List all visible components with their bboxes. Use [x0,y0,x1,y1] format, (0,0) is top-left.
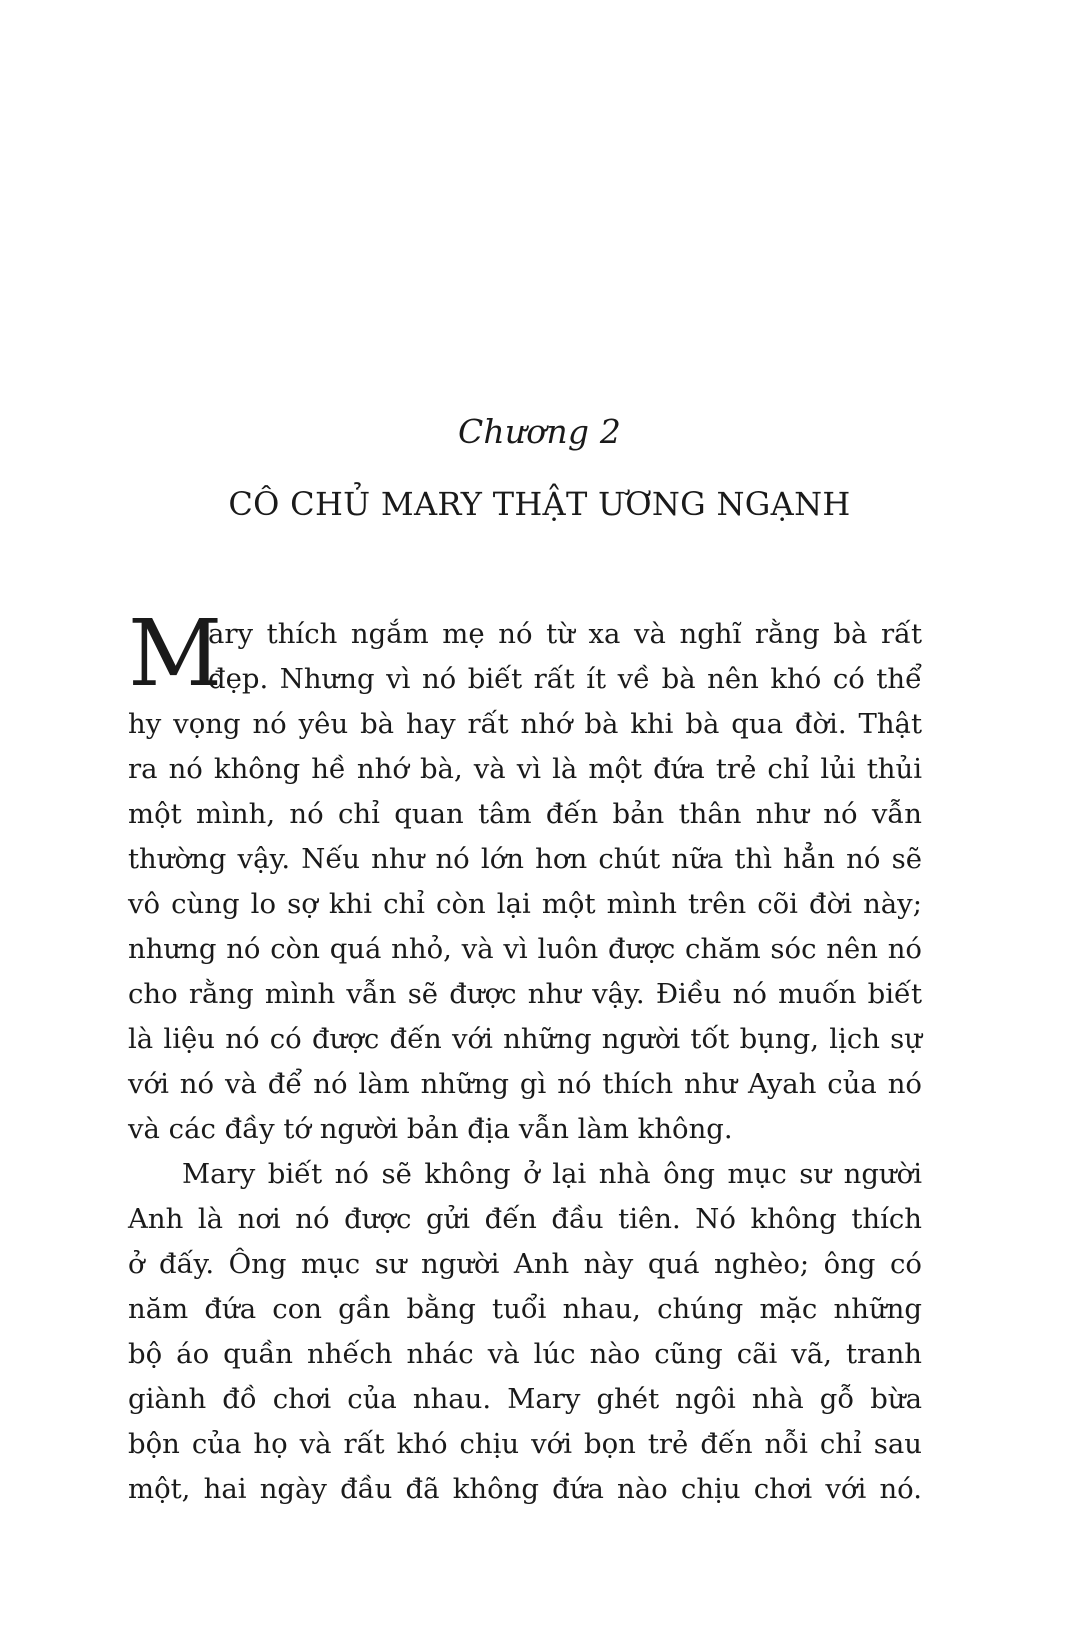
paragraph-1-line: là liệu nó có được đến với những người tốt bụng, lịch sự [128,1023,922,1055]
paragraph-2-line: ở đấy. Ông mục sư người Anh này quá nghèo; ông có [128,1248,922,1280]
paragraph-1-line: ary thích ngắm mẹ nó từ xa và nghĩ rằng bà rất [208,618,922,650]
paragraph-2-line: năm đứa con gần bằng tuổi nhau, chúng mặc những [128,1293,922,1325]
paragraph-1-line: nhưng nó còn quá nhỏ, và vì luôn được chăm sóc nên nó [128,933,922,965]
paragraph-1-line: với nó và để nó làm những gì nó thích như Ayah của nó [128,1068,922,1100]
paragraph-2-line: Mary biết nó sẽ không ở lại nhà ông mục sư người [182,1158,922,1190]
paragraph-2-line: một, hai ngày đầu đã không đứa nào chịu chơi với nó. [128,1473,922,1505]
paragraph-1-line: thường vậy. Nếu như nó lớn hơn chút nữa thì hẳn nó sẽ [128,843,922,875]
paragraph-2-line: giành đồ chơi của nhau. Mary ghét ngôi nhà gỗ bừa [128,1383,922,1415]
paragraph-1-line: ra nó không hề nhớ bà, và vì là một đứa trẻ chỉ lủi thủi [128,753,922,785]
paragraph-1-line: đẹp. Nhưng vì nó biết rất ít về bà nên khó có thể [208,663,922,695]
paragraph-1-line: hy vọng nó yêu bà hay rất nhớ bà khi bà qua đời. Thật [128,708,922,740]
paragraph-1-line: một mình, nó chỉ quan tâm đến bản thân như nó vẫn [128,798,922,830]
body-text [128,612,922,1512]
paragraph-2-line: Anh là nơi nó được gửi đến đầu tiên. Nó không thích [128,1203,922,1235]
paragraph-2-line: bộ áo quần nhếch nhác và lúc nào cũng cãi vã, tranh [128,1338,922,1370]
paragraph-1-line: vô cùng lo sợ khi chỉ còn lại một mình trên cõi đời này; [128,888,922,920]
drop-cap: M [128,600,223,707]
chapter-title: CÔ CHỦ MARY THẬT ƯƠNG NGẠNH [228,485,851,523]
chapter-label: Chương 2 [457,412,622,451]
paragraph-1-line: cho rằng mình vẫn sẽ được như vậy. Điều nó muốn biết [128,978,922,1010]
paragraph-1-line: và các đầy tớ người bản địa vẫn làm không. [128,1113,733,1145]
paragraph-2-line: bộn của họ và rất khó chịu với bọn trẻ đến nỗi chỉ sau [128,1428,922,1460]
